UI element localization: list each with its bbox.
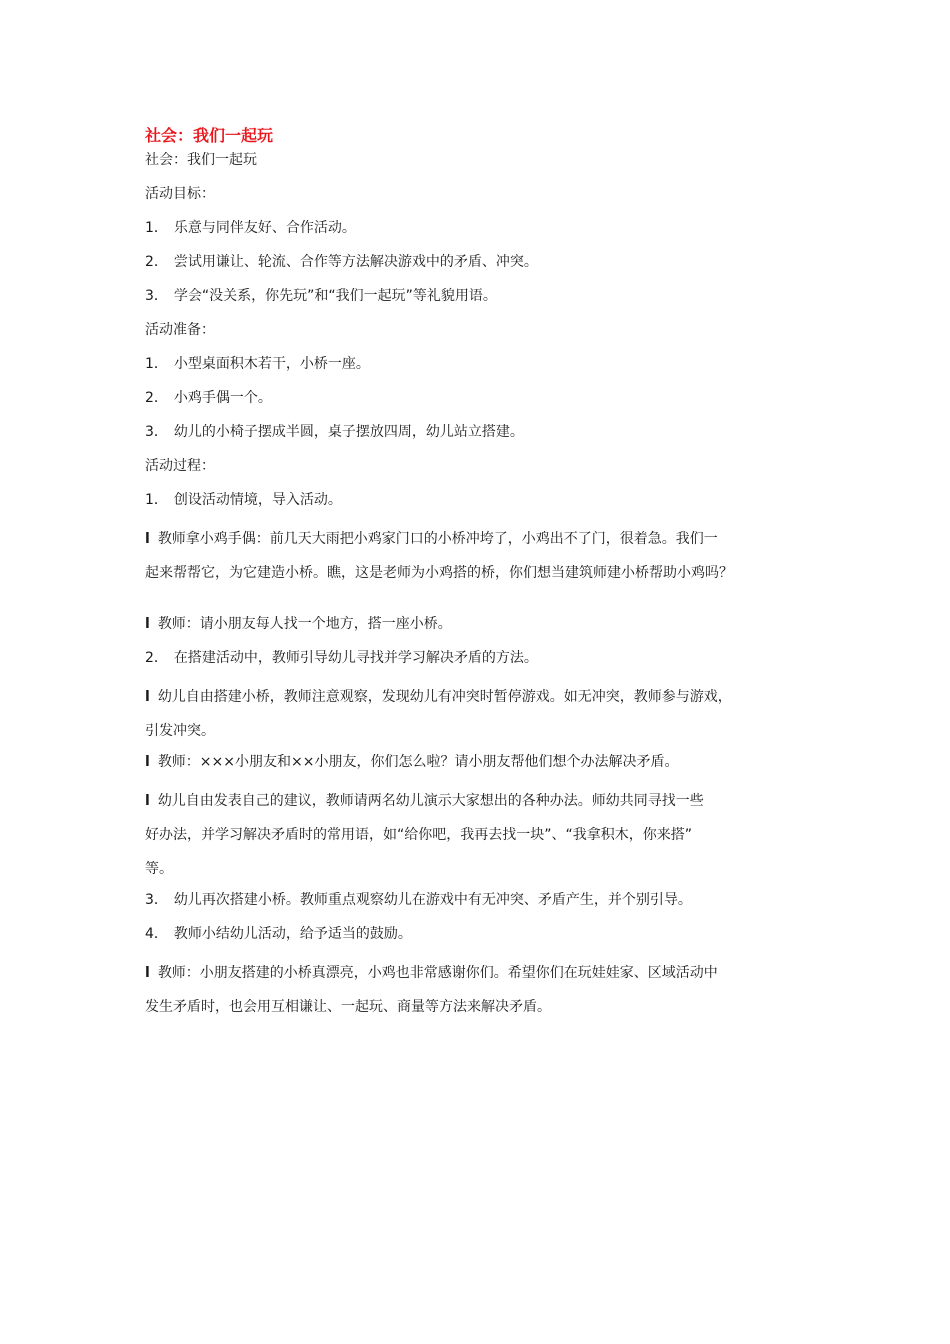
step-num: 4． <box>145 926 168 942</box>
goal-item <box>145 250 825 274</box>
prep-text: 小鸡手偶一个。 <box>173 390 272 406</box>
bullet-marker: l <box>145 531 150 547</box>
prep-item <box>145 420 825 444</box>
step-num: 1． <box>145 492 168 508</box>
prep-num: 3． <box>145 424 168 440</box>
bullet-line <box>145 522 825 556</box>
goal-text: 学会“没关系，你先玩”和“我们一起玩”等礼貌用语。 <box>173 288 497 304</box>
doc-subtitle: 社会：我们一起玩 <box>145 152 257 168</box>
step-item <box>145 922 825 946</box>
prep-text: 小型桌面积木若干，小桥一座。 <box>173 356 370 372</box>
prep-num: 2． <box>145 390 168 406</box>
bullet-text: 教师：小朋友搭建的小桥真漂亮，小鸡也非常感谢你们。希望你们在玩娃娃家、区域活动中 <box>157 965 718 981</box>
bullet-line <box>145 784 825 818</box>
step-item <box>145 646 825 670</box>
bullet-marker: l <box>145 965 150 981</box>
bullet-item <box>145 612 825 636</box>
step-item <box>145 488 825 512</box>
goal-num: 3． <box>145 288 168 304</box>
bullet-marker: l <box>145 616 150 632</box>
goal-text: 乐意与同伴友好、合作活动。 <box>173 220 356 236</box>
bullet-line-cont: 起来帮帮它，为它建造小桥。瞧，这是老师为小鸡搭的桥，你们想当建筑师建小桥帮助小鸡吗？ <box>145 565 733 581</box>
step-text: 幼儿再次搭建小桥。教师重点观察幼儿在游戏中有无冲突、矛盾产生，并个别引导。 <box>173 892 692 908</box>
step-text: 教师小结幼儿活动，给予适当的鼓励。 <box>173 926 412 942</box>
goal-item <box>145 216 825 240</box>
bullet-text: 幼儿自由发表自己的建议，教师请两名幼儿演示大家想出的各种办法。师幼共同寻找一些 <box>157 793 704 809</box>
goals-heading: 活动目标： <box>145 186 215 202</box>
prep-item <box>145 386 825 410</box>
goal-item <box>145 284 825 308</box>
bullet-line-cont: 发生矛盾时，也会用互相谦让、一起玩、商量等方法来解决矛盾。 <box>145 999 551 1015</box>
bullet-item <box>145 750 825 774</box>
bullet-line <box>145 956 825 990</box>
bullet-paragraph <box>145 956 825 1024</box>
step-num: 2． <box>145 650 168 666</box>
prep-item <box>145 352 825 376</box>
process-heading: 活动过程： <box>145 458 215 474</box>
step-text: 在搭建活动中，教师引导幼儿寻找并学习解决矛盾的方法。 <box>173 650 538 666</box>
bullet-text: 教师：×××小朋友和××小朋友，你们怎么啦？请小朋友帮他们想个办法解决矛盾。 <box>157 754 679 770</box>
prep-num: 1． <box>145 356 168 372</box>
goal-num: 2． <box>145 254 168 270</box>
bullet-paragraph <box>145 680 825 748</box>
bullet-marker: l <box>145 793 150 809</box>
bullet-line <box>145 680 825 714</box>
goal-text: 尝试用谦让、轮流、合作等方法解决游戏中的矛盾、冲突。 <box>173 254 538 270</box>
step-text: 创设活动情境，导入活动。 <box>173 492 342 508</box>
prep-heading: 活动准备： <box>145 322 215 338</box>
bullet-marker: l <box>145 754 150 770</box>
bullet-line-cont: 好办法，并学习解决矛盾时的常用语，如“给你吧，我再去找一块”、“我拿积木，你来搭” <box>145 827 693 843</box>
bullet-line-cont: 引发冲突。 <box>145 723 215 739</box>
bullet-text: 教师拿小鸡手偶：前几天大雨把小鸡家门口的小桥冲垮了，小鸡出不了门，很着急。我们一 <box>157 531 718 547</box>
doc-title: 社会：我们一起玩 <box>145 126 274 145</box>
prep-text: 幼儿的小椅子摆成半圆，桌子摆放四周，幼儿站立搭建。 <box>173 424 524 440</box>
bullet-paragraph <box>145 522 825 590</box>
bullet-paragraph <box>145 784 825 886</box>
bullet-line-cont: 等。 <box>145 861 173 877</box>
bullet-marker: l <box>145 689 150 705</box>
document-page <box>145 124 825 1024</box>
step-item <box>145 888 825 912</box>
bullet-text: 幼儿自由搭建小桥，教师注意观察，发现幼儿有冲突时暂停游戏。如无冲突，教师参与游戏， <box>157 689 732 705</box>
goal-num: 1． <box>145 220 168 236</box>
step-num: 3． <box>145 892 168 908</box>
bullet-text: 教师：请小朋友每人找一个地方，搭一座小桥。 <box>157 616 452 632</box>
